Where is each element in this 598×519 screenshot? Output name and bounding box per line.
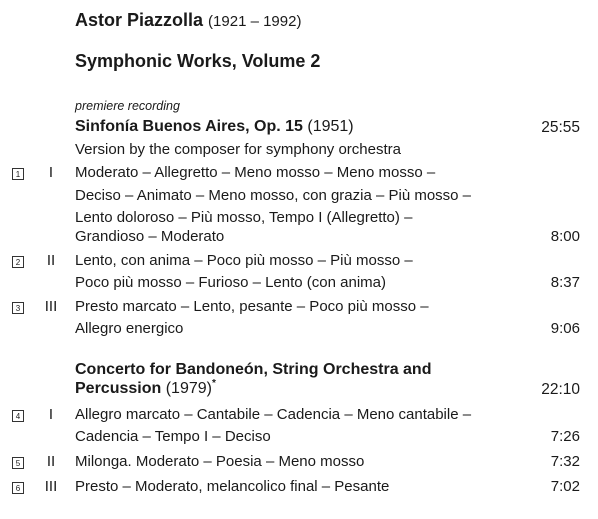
track-number-3: 3 (12, 302, 24, 314)
work2-title-text: Percussion (75, 380, 162, 397)
movement-roman-3: III (44, 298, 58, 315)
footnote-mark: * (211, 378, 216, 389)
work1-total-time: 25:55 (541, 119, 580, 136)
work2-year: (1979) (165, 380, 212, 397)
work2-title-line1: Concerto for Bandoneón, String Orchestra and (75, 361, 432, 378)
movement-line: Lento doloroso – Più mosso, Tempo I (Allegretto) – (75, 209, 413, 226)
movement-time-1: 8:00 (550, 228, 580, 245)
work2-title-line2 (75, 380, 216, 398)
movement-time-3: 9:06 (550, 320, 580, 337)
work1-year: (1951) (307, 118, 354, 135)
movement-line: Poco più mosso – Furioso – Lento (con anima) (75, 274, 386, 291)
composer-name: Astor Piazzolla (75, 10, 204, 30)
track-number-1: 1 (12, 168, 24, 180)
movement-time-6: 7:02 (550, 478, 580, 495)
movement-roman-1: I (48, 164, 54, 181)
movement-line: Grandioso – Moderato (75, 228, 225, 245)
work1-subtitle: Version by the composer for symphony orchestra (75, 141, 401, 158)
movement-line: Presto – Moderato, melancolico final – Pesante (75, 478, 390, 495)
composer-heading (75, 10, 301, 31)
movement-line: Cadencia – Tempo I – Deciso (75, 428, 271, 445)
track-number-2: 2 (12, 256, 24, 268)
movement-line: Milonga. Moderato – Poesia – Meno mosso (75, 453, 365, 470)
movement-roman-6: III (44, 478, 58, 495)
movement-roman-2: II (46, 252, 56, 269)
movement-time-2: 8:37 (550, 274, 580, 291)
movement-line: Deciso – Animato – Meno mosso, con grazia – Più mosso – (75, 187, 472, 204)
work1-title (75, 118, 354, 136)
movement-line: Presto marcato – Lento, pesante – Poco più mosso – (75, 298, 429, 315)
movement-roman-5: II (46, 453, 56, 470)
track-number-5: 5 (12, 457, 24, 469)
track-number-4: 4 (12, 410, 24, 422)
movement-line: Moderato – Allegretto – Meno mosso – Meno mosso – (75, 164, 436, 181)
movement-line: Lento, con anima – Poco più mosso – Più mosso – (75, 252, 413, 269)
album-title: Symphonic Works, Volume 2 (75, 51, 321, 71)
movement-line: Allegro energico (75, 320, 184, 337)
track-number-6: 6 (12, 482, 24, 494)
work2-total-time: 22:10 (541, 381, 580, 398)
movement-line: Allegro marcato – Cantabile – Cadencia – Meno cantabile – (75, 406, 472, 423)
premiere-note: premiere recording (75, 99, 180, 113)
work1-title-text: Sinfonía Buenos Aires, Op. 15 (75, 118, 303, 135)
movement-time-4: 7:26 (550, 428, 580, 445)
composer-years: (1921 – 1992) (208, 13, 302, 30)
movement-time-5: 7:32 (550, 453, 580, 470)
movement-roman-4: I (48, 406, 54, 423)
